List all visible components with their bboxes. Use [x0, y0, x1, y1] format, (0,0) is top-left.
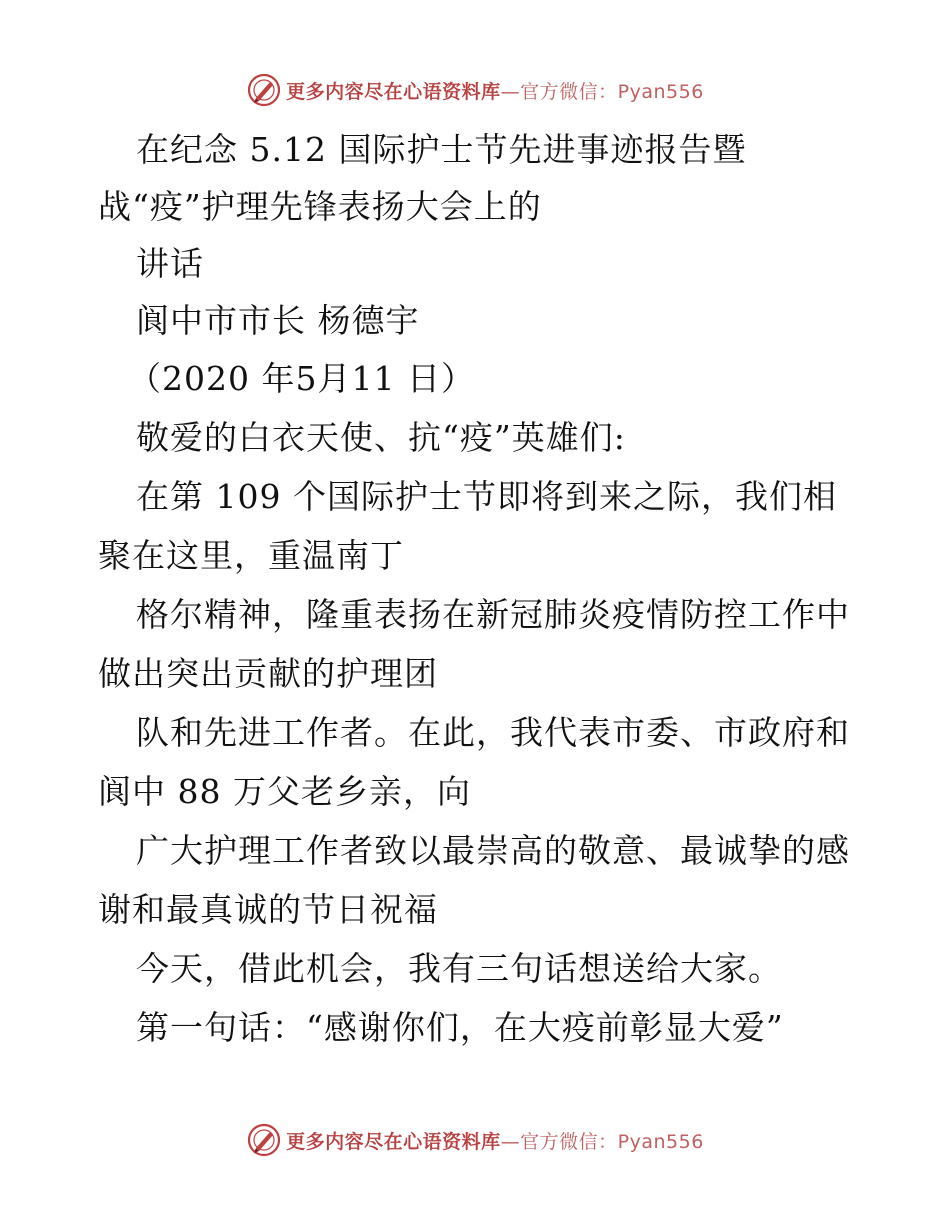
paragraph-line: 阆中 88 万父老乡亲，向	[98, 772, 471, 811]
banner-wechat-text: 官方微信：Pyan556	[520, 80, 704, 103]
pen-logo-icon	[246, 1122, 282, 1158]
banner-wechat-text: 官方微信：Pyan556	[520, 1130, 704, 1153]
paragraph-line: 谢和最真诚的节日祝福	[98, 890, 438, 929]
header-watermark-banner	[0, 70, 950, 110]
paragraph-line: 格尔精神，隆重表扬在新冠肺炎疫情防控工作中	[136, 595, 850, 634]
title-line-2: 战“疫”护理先锋表扬大会上的	[98, 187, 542, 226]
banner-dash: —	[500, 80, 521, 103]
paragraph-line: 今天，借此机会，我有三句话想送给大家。	[136, 949, 782, 988]
banner-text	[286, 1127, 704, 1154]
paragraph-line: 在第 109 个国际护士节即将到来之际，我们相	[136, 477, 837, 516]
speaker-line: 阆中市市长 杨德宇	[136, 301, 420, 340]
date-line: （2020 年5月11 日）	[128, 359, 475, 398]
title-line-1: 在纪念 5.12 国际护士节先进事迹报告暨	[136, 130, 747, 169]
footer-watermark-banner	[0, 1120, 950, 1160]
title-line-3: 讲话	[136, 244, 204, 283]
banner-text	[286, 77, 704, 104]
salutation-line: 敬爱的白衣天使、抗“疫”英雄们:	[136, 418, 626, 457]
heading-line: 第一句话：“感谢你们，在大疫前彰显大爱”	[136, 1008, 784, 1047]
paragraph-line: 做出突出贡献的护理团	[98, 654, 438, 693]
paragraph-line: 队和先进工作者。在此，我代表市委、市政府和	[136, 713, 850, 752]
pen-logo-icon	[246, 72, 282, 108]
banner-site-text: 更多内容尽在心语资料库	[286, 1130, 501, 1153]
paragraph-line: 聚在这里，重温南丁	[98, 536, 404, 575]
banner-dash: —	[500, 1130, 521, 1153]
banner-site-text: 更多内容尽在心语资料库	[286, 80, 501, 103]
paragraph-line: 广大护理工作者致以最崇高的敬意、最诚挚的感	[136, 831, 850, 870]
